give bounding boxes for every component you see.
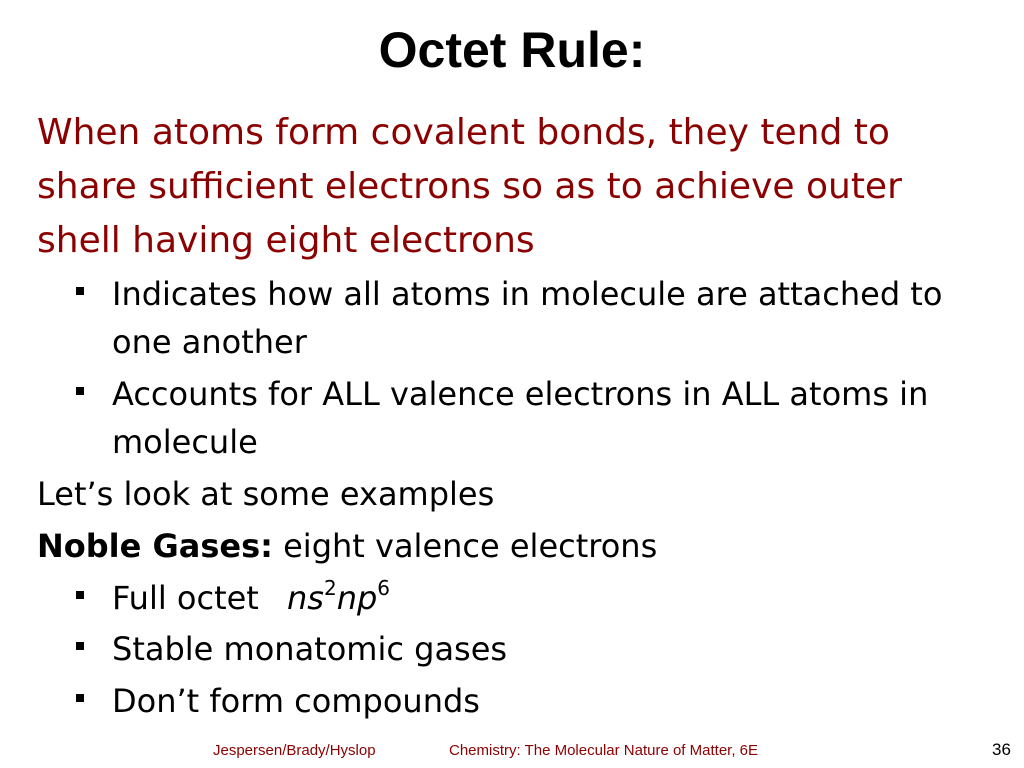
bullet-text: Stable monatomic gases [112, 630, 508, 668]
lets-look-line: Let’s look at some examples [37, 475, 495, 513]
bullet-text: Indicates how all atoms in molecule are attached to one another [112, 275, 943, 361]
bullet-text-full-octet [112, 574, 996, 622]
noble-gases-label: Noble Gases: [37, 527, 273, 565]
square-bullet-icon [76, 287, 84, 295]
square-bullet-icon [76, 591, 84, 599]
bullet-text: Accounts for ALL valence electrons in ALL atoms in molecule [112, 375, 929, 461]
bullet-item [76, 677, 996, 725]
page-number: 36 [992, 740, 1011, 759]
square-bullet-icon [76, 387, 84, 395]
config-np-exp: 6 [377, 576, 391, 600]
config-ns: ns [287, 579, 324, 617]
bullet-text: Don’t form compounds [112, 682, 480, 720]
intro-statement: When atoms form covalent bonds, they tend to share sufficient electrons so as to achieve outer shell having eight electrons [37, 112, 902, 261]
config-ns-exp: 2 [323, 576, 337, 600]
square-bullet-icon [76, 694, 84, 702]
full-octet-label: Full octet [112, 579, 259, 617]
bullet-item [76, 574, 996, 622]
footer-book-title: Chemistry: The Molecular Nature of Matter, 6E [449, 742, 759, 759]
noble-gases-text: eight valence electrons [272, 527, 658, 565]
config-np: np [336, 579, 378, 617]
footer-authors: Jespersen/Brady/Hyslop [213, 742, 376, 759]
bullet-item [76, 270, 996, 366]
slide-title: Octet Rule: [378, 22, 646, 78]
noble-gases-line [37, 522, 657, 570]
square-bullet-icon [76, 642, 84, 650]
bullet-item [76, 625, 996, 673]
bullet-item [76, 370, 996, 466]
